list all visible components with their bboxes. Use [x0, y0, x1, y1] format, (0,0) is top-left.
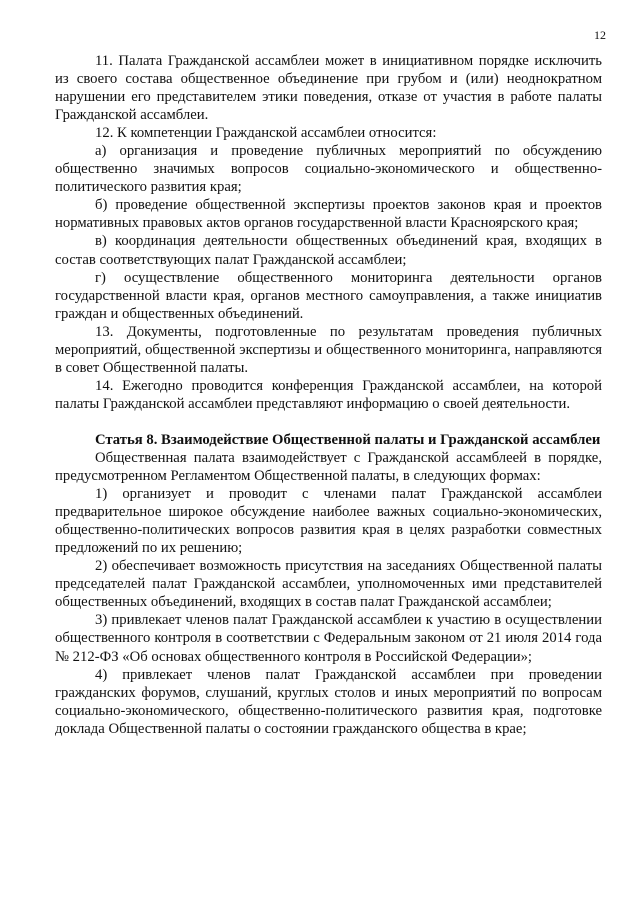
paragraph-12-v: в) координация деятельности общественных объединений края, входящих в состав соответствующих палат Гражданской ассамблеи; [55, 233, 602, 268]
page-number: 12 [594, 28, 606, 42]
paragraph-12: 12. К компетенции Гражданской ассамблеи относится: [95, 125, 437, 142]
paragraph-12-g: г) осуществление общественного мониторинга деятельности органов государственной власти края, органов местного самоуправления, а также инициатив граждан и общественных объединений. [55, 269, 602, 322]
paragraph-12-a: а) организация и проведение публичных мероприятий по обсуждению общественно значимых вопросов социально-экономического и общественно-политического развития края; [55, 143, 602, 196]
article-8-intro: Общественная палата взаимодействует с Гражданской ассамблеей в порядке, предусмотренном Регламентом Общественной палаты, в следующих формах: [55, 449, 602, 485]
article-8-item-4: 4) привлекает членов палат Гражданской ассамблеи при проведении гражданских форумов, слушаний, круглых столов и иных мероприятий по вопросам социально-экономического, общественно-политического развития края, подготовке доклада Общественной палаты о состоянии гражданского общества в крае; [55, 666, 602, 737]
section-gap [55, 413, 602, 431]
article-8-item-1: 1) организует и проводит с членами палат Гражданской ассамблеи предварительное широкое обсуждение наиболее важных социально-экономических, общественно-политических вопросов развития края в целях разработки совместных предложений по их решению; [55, 486, 602, 557]
paragraph-12-b: б) проведение общественной экспертизы проектов законов края и проектов нормативных правовых актов органов государственной власти Красноярского края; [55, 197, 602, 232]
paragraph-13: 13. Документы, подготовленные по результатам проведения публичных мероприятий, общественной экспертизы и общественного мониторинга, направляются в совет Общественной палаты. [55, 323, 602, 376]
article-8-item-2: 2) обеспечивает возможность присутствия на заседаниях Общественной палаты председателей палат Гражданской ассамблеи, уполномоченных ими представителей общественных объединений, входящих в состав палат Гражданской ассамблеи; [55, 558, 602, 611]
paragraph-11: 11. Палата Гражданской ассамблеи может в инициативном порядке исключить из своего состава общественное объединение при грубом и (или) неоднократном нарушении его представителем этики поведения, отказе от участия в работе палаты Гражданской ассамблеи. [55, 53, 602, 124]
paragraph-14: 14. Ежегодно проводится конференция Гражданской ассамблеи, на которой палаты Гражданской ассамблеи представляют информацию о своей деятельности. [55, 377, 602, 412]
article-8-heading: Статья 8. Взаимодействие Общественной палаты и Гражданской ассамблеи [95, 431, 601, 448]
article-8-item-3: 3) привлекает членов палат Гражданской ассамблеи к участию в осуществлении общественного контроля в соответствии с Федеральным законом от 21 июля 2014 года № 212-ФЗ «Об основах общественного контроля в Российской Федерации»; [55, 612, 602, 665]
